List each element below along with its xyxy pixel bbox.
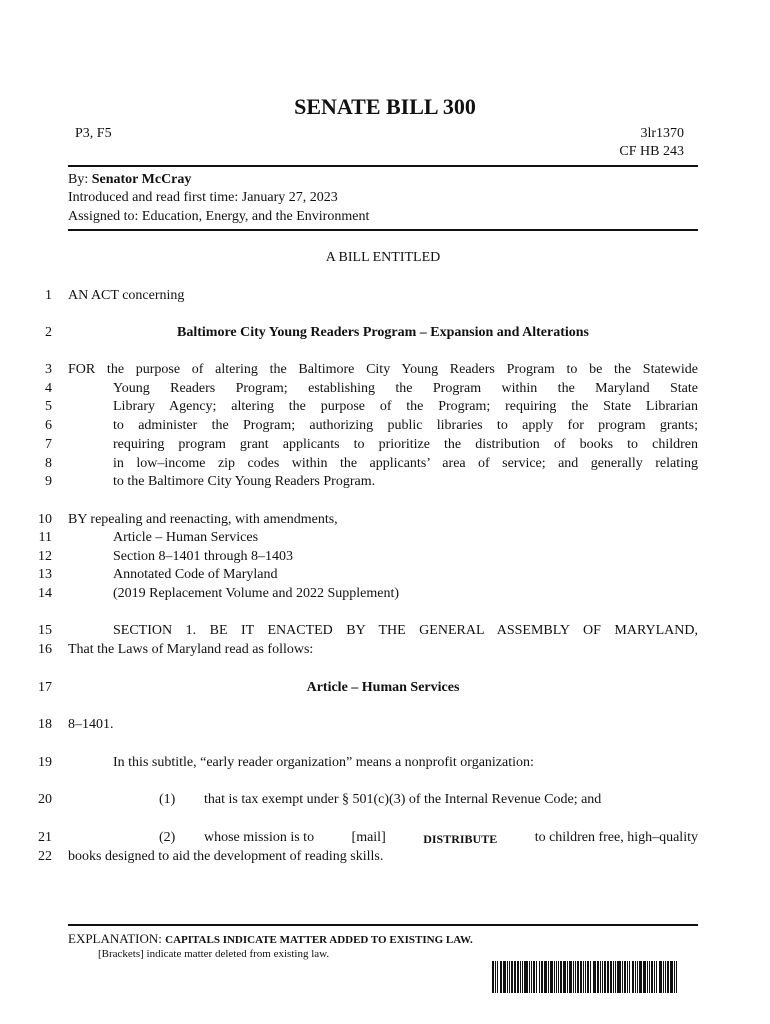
barcode-bar [659, 961, 662, 993]
item-number: (2) [159, 830, 176, 845]
barcode-bar [492, 961, 494, 993]
purpose-line: Library Agency; altering the purpose of the Program; requiring the State Librarian [113, 399, 698, 414]
barcode-bar [670, 961, 672, 993]
line-number: 21 [38, 830, 52, 845]
barcode-bar [607, 961, 609, 993]
line-number: 5 [45, 399, 52, 414]
article-heading: Article – Human Services [306, 680, 460, 695]
item-text-amended [204, 830, 698, 848]
barcode-bar [577, 961, 578, 993]
committee-assignment: Assigned to: Education, Energy, and the Environment [68, 209, 370, 224]
barcode-bar [563, 961, 565, 993]
barcode-bar [615, 961, 616, 993]
barcode-bar [511, 961, 512, 993]
barcode-bar [617, 961, 620, 993]
item-number: (1) [159, 792, 176, 807]
explanation-line [68, 931, 473, 947]
bill-entitled: A BILL ENTITLED [325, 250, 441, 265]
barcode-bar [509, 961, 510, 993]
purpose-line: requiring program grant applicants to prioritize the distribution of books to children [113, 437, 698, 452]
line-number: 10 [38, 512, 52, 527]
header-rule [68, 165, 698, 167]
barcode-bar [560, 961, 562, 993]
barcode-bar [548, 961, 549, 993]
item-text-cont: books designed to aid the development of reading skills. [68, 849, 384, 864]
barcode-bar [500, 961, 502, 993]
barcode-bar [497, 961, 498, 993]
bill-title: SENATE BILL 300 [294, 94, 476, 119]
barcode-bar [520, 961, 521, 993]
code-ref: Annotated Code of Maryland [113, 567, 278, 582]
barcode-bar [536, 961, 537, 993]
barcode-bar [573, 961, 574, 993]
item-text: that is tax exempt under § 501(c)(3) of the Internal Revenue Code; and [204, 792, 602, 807]
item-text-part: whose mission is to [204, 830, 315, 845]
barcode-bar [643, 961, 645, 993]
volume-ref: (2019 Replacement Volume and 2022 Supplement) [113, 586, 400, 601]
barcode-bar [649, 961, 650, 993]
barcode-bar [639, 961, 642, 993]
line-number: 17 [38, 680, 52, 695]
barcode-bar [533, 961, 535, 993]
barcode-bar [544, 961, 547, 993]
section-ref: Section 8–1401 through 8–1403 [113, 549, 294, 564]
line-number: 11 [38, 530, 52, 545]
line-number: 2 [45, 325, 52, 340]
explanation-label: EXPLANATION: [68, 931, 162, 946]
barcode-bar [613, 961, 614, 993]
barcode-bar [550, 961, 552, 993]
sponsor-label: By: [68, 172, 89, 187]
barcode-bar [593, 961, 596, 993]
barcode-bar [585, 961, 586, 993]
line-number: 8 [45, 456, 52, 471]
barcode-bar [539, 961, 540, 993]
barcode-bar [514, 961, 516, 993]
item-text-part: to children free, high–quality [534, 830, 698, 845]
barcode-bar [629, 961, 630, 993]
barcode-bar [522, 961, 523, 993]
barcode-bar [654, 961, 655, 993]
added-text: DISTRIBUTE [423, 832, 498, 846]
barcode-bar [524, 961, 527, 993]
deleted-text: [mail] [351, 830, 386, 845]
barcode-bar [569, 961, 572, 993]
line-number: 9 [45, 474, 52, 489]
purpose-line: FOR the purpose of altering the Baltimore City Young Readers Program to be the Statewide [68, 362, 698, 377]
subject-codes: P3, F5 [75, 126, 112, 141]
barcode-bar [624, 961, 626, 993]
line-number: 14 [38, 586, 52, 601]
enacting-clause-cont: That the Laws of Maryland read as follows: [68, 642, 314, 657]
barcode-bar [627, 961, 628, 993]
line-number: 7 [45, 437, 52, 452]
line-number: 16 [38, 642, 52, 657]
sponsor-name: Senator McCray [91, 172, 192, 187]
barcode-bar [602, 961, 603, 993]
repealing-heading: BY repealing and reenacting, with amendments, [68, 512, 338, 527]
barcode-bar [622, 961, 623, 993]
bill-drafting-number: 3lr1370 [640, 126, 684, 141]
footer-rule [68, 924, 698, 926]
barcode-bar [667, 961, 669, 993]
brackets-note: [Brackets] indicate matter deleted from existing law. [98, 948, 330, 960]
line-number: 6 [45, 418, 52, 433]
sponsor-rule [68, 229, 698, 231]
purpose-line: Young Readers Program; establishing the Program within the Maryland State [113, 381, 698, 396]
enacting-clause: SECTION 1. BE IT ENACTED BY THE GENERAL ASSEMBLY OF MARYLAND, [113, 623, 698, 638]
section-number: 8–1401. [68, 717, 114, 732]
barcode-bar [587, 961, 589, 993]
line-number: 19 [38, 755, 52, 770]
sponsor-line [68, 172, 191, 188]
barcode-bar [632, 961, 634, 993]
barcode-bar [503, 961, 506, 993]
purpose-line: to the Baltimore City Young Readers Program. [113, 474, 376, 489]
barcode-bar [558, 961, 559, 993]
barcode-bar [531, 961, 532, 993]
barcode-bar [529, 961, 530, 993]
definition-text: In this subtitle, “early reader organization” means a nonprofit organization: [113, 755, 534, 770]
barcode-bar [635, 961, 636, 993]
barcode-bar [556, 961, 557, 993]
line-number: 20 [38, 792, 52, 807]
barcode-bar [590, 961, 591, 993]
barcode-bar [604, 961, 605, 993]
line-number: 3 [45, 362, 52, 377]
line-number: 12 [38, 549, 52, 564]
line-number: 22 [38, 849, 52, 864]
line-number: 18 [38, 717, 52, 732]
barcode-bar [647, 961, 648, 993]
explanation-caps: CAPITALS INDICATE MATTER ADDED TO EXISTING LAW. [165, 934, 473, 946]
barcode-bar [665, 961, 666, 993]
line-number: 4 [45, 381, 52, 396]
purpose-line: in low–income zip codes within the applicants’ area of service; and generally relating [113, 456, 698, 471]
barcode-bar [663, 961, 664, 993]
barcode-bar [567, 961, 568, 993]
barcode-bar [580, 961, 582, 993]
barcode-bar [495, 961, 496, 993]
barcode-bar [656, 961, 657, 993]
barcode-bar [651, 961, 653, 993]
barcode-bar [575, 961, 576, 993]
barcode-bar [541, 961, 543, 993]
article-ref: Article – Human Services [113, 530, 259, 545]
barcode [492, 961, 680, 993]
bill-subject: Baltimore City Young Readers Program – Expansion and Alterations [177, 325, 589, 340]
line-number: 13 [38, 567, 52, 582]
line-number: 1 [45, 288, 52, 303]
barcode-bar [600, 961, 601, 993]
barcode-bar [637, 961, 638, 993]
purpose-line: to administer the Program; authorizing public libraries to apply for program grants; [113, 418, 698, 433]
cross-file-number: CF HB 243 [619, 144, 684, 159]
barcode-bar [610, 961, 612, 993]
barcode-bar [554, 961, 555, 993]
barcode-bar [597, 961, 599, 993]
barcode-bar [676, 961, 677, 993]
act-concerning: AN ACT concerning [68, 288, 185, 303]
introduced-date: Introduced and read first time: January 27, 2023 [68, 190, 338, 205]
barcode-bar [517, 961, 519, 993]
line-number: 15 [38, 623, 52, 638]
barcode-bar [583, 961, 584, 993]
barcode-bar [507, 961, 508, 993]
barcode-bar [674, 961, 675, 993]
